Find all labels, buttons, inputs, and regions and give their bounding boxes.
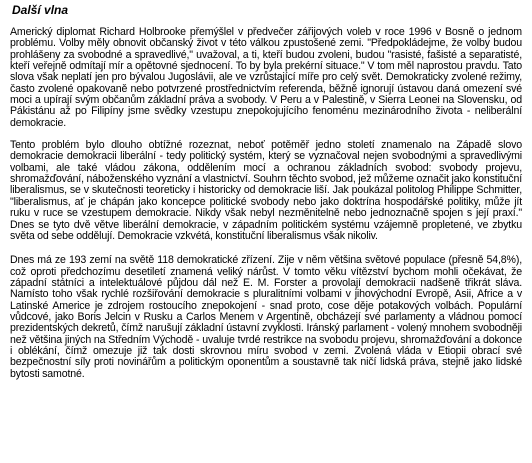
paragraph-2: Tento problém bylo dlouho obtížné rozeznat, neboť potěměř jedno století znamenalo na Západě slovo demokracie demokracii liberální - tedy politický systém, který se vyznačoval nejen svobodnými a spravedlivými volbami, ale také vládou zákona, oddělením mocí a ochranou základních svobod: svobody projevu, shromažďování, náboženského vyznání a vlastnictví. Souhrn těchto svobod, jež můžeme označit jako konstituční liberalismus, se v skutečnosti teoreticky i historicky od demokracie liší. Jak poukázal politolog Philippe Schmitter, "liberalismus, ať je chápán jako koncepce politické svobody nebo jako doktrína hospodářské politiky, může jít ruku v ruce se vzestupem demokracie. Nikdy však nebyl nezměnitelně nebo jednoznačně spojen s její praxí." Dnes se tyto dvě větve liberální demokracie, v západním politickém systému vzájemně propletené, ve zbytku světa od sebe oddělují. Demokracie vzkvétá, konstituční liberalismus však nikoliv. bbox=[10, 139, 522, 242]
paragraph-3: Dnes má ze 193 zemí na světě 118 demokratické zřízení. Zije v něm většina světové populace (přesně 54,8%), což oproti předchozímu desetiletí znamená veliký nárůst. V tomto věku vítězství bychom mohli očekávat, že západní státníci a intelektuálové půjdou dál než E. M. Forster a provolají demokracii nadšeně třikrát sláva. Namísto toho však rychlé rozšiřování demokracie s pluralitními volbami v jihovýchodní Evropě, Asii, Africe a v Latinské Americe je zdrojem rostoucího znepokojení - snad proto, cose děje potakových volbách. Populární vůdcové, jako Boris Jelcin v Rusku a Carlos Menem v Argentině, obcházejí své parlamenty a vládnou pomocí prezidentských dekretů, čímž narušují základní ústavní zvyklosti. Iránský parlament - volený mnohem svobodněji než většina jiných na Středním Východě - uvaluje tvrdé restrikce na svobodu projevu, shromažďování a dokonce i oblékání, čímž omezuje již tak dosti skrovnou míru svobod v zemi. Zvolená vláda v Etiopii obrací své bezpečnostní síly proti novinářům a politickým oponentům a soustavně tak ničí lidská práva, stejně jako lidské bytosti samotné. bbox=[10, 254, 522, 380]
document-body bbox=[10, 3, 522, 380]
section-heading: Další vlna bbox=[12, 3, 69, 17]
paragraph-1: Americký diplomat Richard Holbrooke přemýšlel v předvečer zářijových voleb v roce 1996 v Bosně o jednom problému. Volby měly obnovit občanský život v této válkou zpustošené zemi. "Předpokládejme, že volby budou prohlášeny za svobodné a spravedlivé," uvažoval, a ti, kteří budou zvoleni, budou "rasisté, fašisté a separatisté, kteří veřejně odmítají mír a opětovné sjednocení. To by byla prekérní situace." V tom měl naprostou pravdu. Tato slova však neplatí jen pro bývalou Jugoslávii, ale ve vzrůstající míře pro celý svět. Demokraticky zvolené režimy, často zvolené opakovaně nebo potvrzené prostřednictvím referenda, běžně ignorují ústavou daná omezení své moci a upírají svým občanům základní práva a svobody. V Peru a v Palestině, v Sierra Leonei na Slovensku, od Pákistánu až po Filipíny jsme svědky vzestupu znepokojujícího fenoménu mezinárodního života - neliberální demokracie. bbox=[10, 26, 522, 129]
